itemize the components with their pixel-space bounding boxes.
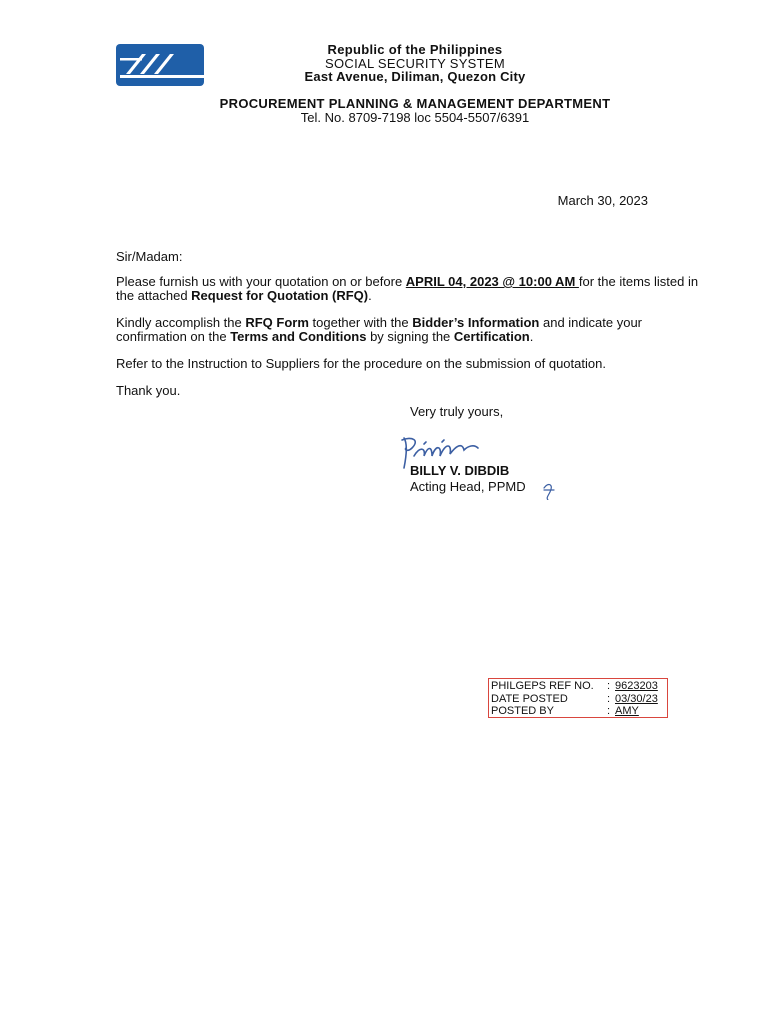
signatory-title: Acting Head, PPMD bbox=[410, 479, 526, 494]
ref-value: 9623203 bbox=[615, 680, 658, 692]
posted-by-label: POSTED BY bbox=[491, 705, 554, 717]
posted-by-value: AMY bbox=[615, 705, 639, 717]
para2-text-d: by signing the bbox=[366, 329, 454, 344]
para1-text-c: . bbox=[368, 288, 372, 303]
by-colon: : bbox=[607, 705, 611, 717]
philgeps-stamp bbox=[488, 678, 668, 718]
stamp-row-by bbox=[491, 705, 667, 718]
header-republic: Republic of the Philippines bbox=[327, 42, 503, 57]
para2-text-c: and indicate your confirmation on the bbox=[116, 315, 642, 344]
paragraph-refer: Refer to the Instruction to Suppliers for the procedure on the submission of quotation. bbox=[116, 356, 606, 371]
telephone-line: Tel. No. 8709-7198 loc 5504-5507/6391 bbox=[300, 110, 530, 125]
paragraph-quotation bbox=[116, 275, 706, 303]
para1-text-a: Please furnish us with your quotation on or before bbox=[116, 274, 406, 289]
signatory-name: BILLY V. DIBDIB bbox=[410, 463, 510, 478]
salutation: Sir/Madam: bbox=[116, 249, 183, 264]
date-posted-label: DATE POSTED bbox=[491, 692, 568, 705]
rfq-reference: Request for Quotation (RFQ) bbox=[191, 288, 369, 303]
closing: Very truly yours, bbox=[410, 404, 504, 419]
certification: Certification bbox=[453, 329, 530, 344]
ref-colon: : bbox=[607, 680, 611, 692]
department-name: PROCUREMENT PLANNING & MANAGEMENT DEPARTMENT bbox=[219, 96, 611, 111]
thank-you: Thank you. bbox=[116, 383, 181, 398]
para1-text-b: for the items listed in the attached bbox=[116, 274, 699, 303]
sss-logo bbox=[116, 44, 204, 86]
stamp-row-ref bbox=[491, 680, 667, 693]
bidder-information: Bidder’s Information bbox=[412, 315, 540, 330]
para2-text-a: Kindly accomplish the bbox=[116, 315, 246, 330]
letter-date: March 30, 2023 bbox=[557, 193, 648, 208]
deadline: APRIL 04, 2023 @ 10:00 AM bbox=[405, 274, 579, 289]
rfq-form: RFQ Form bbox=[245, 315, 309, 330]
ref-label: PHILGEPS REF NO. bbox=[491, 680, 594, 692]
para2-text-e: . bbox=[529, 329, 534, 344]
paragraph-instructions bbox=[116, 316, 706, 344]
header-agency: SOCIAL SECURITY SYSTEM bbox=[325, 56, 505, 71]
stamp-row-date bbox=[491, 693, 667, 706]
date-posted-value: 03/30/23 bbox=[615, 692, 658, 705]
para2-text-b: together with the bbox=[308, 315, 413, 330]
terms-and-conditions: Terms and Conditions bbox=[230, 329, 367, 344]
date-colon: : bbox=[607, 692, 611, 705]
header-address: East Avenue, Diliman, Quezon City bbox=[304, 69, 526, 84]
